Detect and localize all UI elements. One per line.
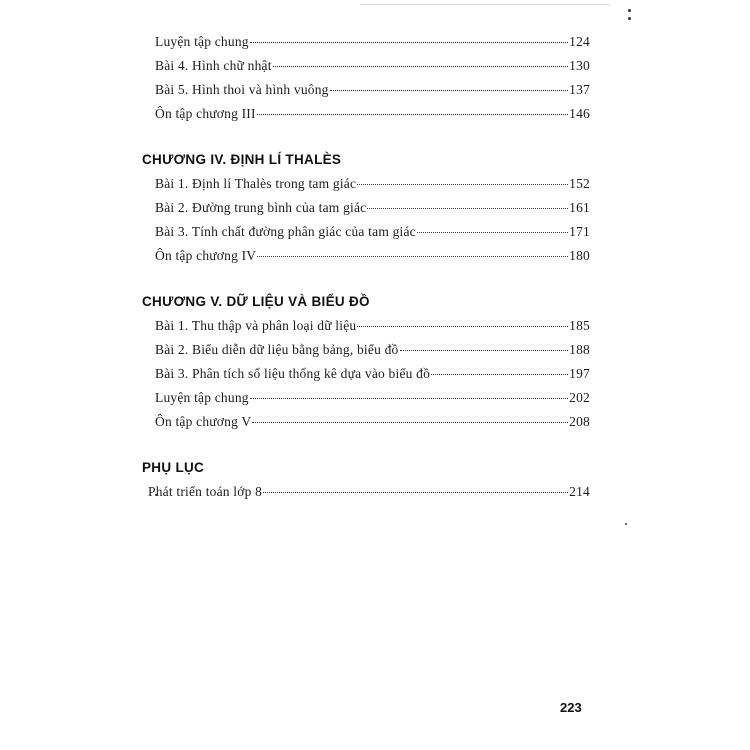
toc-entry xyxy=(155,244,590,268)
toc-entry xyxy=(155,362,590,386)
toc-entry-page: 137 xyxy=(569,82,590,97)
toc-entry xyxy=(155,410,590,434)
dot-leader xyxy=(257,256,568,257)
page-number: 223 xyxy=(560,700,582,715)
dot-leader xyxy=(431,374,568,375)
dot-leader xyxy=(417,232,568,233)
toc-entry-title: Bài 1. Thu thập và phân loại dữ liệu xyxy=(155,318,357,333)
top-edge-line xyxy=(360,4,610,5)
dot-leader xyxy=(263,492,568,493)
toc-entry-title: Ôn tập chương III xyxy=(155,106,256,121)
dot-leader xyxy=(400,350,569,351)
dot-leader xyxy=(357,184,568,185)
toc-entry xyxy=(155,54,590,78)
dot-leader xyxy=(252,422,568,423)
toc-entry-title: Ôn tập chương IV xyxy=(155,248,257,263)
toc-entry xyxy=(155,338,590,362)
dot-leader xyxy=(250,398,568,399)
toc-entry-page: 180 xyxy=(569,248,590,263)
dot-leader xyxy=(273,66,568,67)
toc-entry-page: 146 xyxy=(569,106,590,121)
toc-entry-page: 185 xyxy=(569,318,590,333)
dot-leader xyxy=(257,114,568,115)
chapter-heading: CHƯƠNG V. DỮ LIỆU VÀ BIỂU ĐỒ xyxy=(142,294,370,309)
toc-entry xyxy=(155,386,590,410)
toc-entry-title: Bài 2. Biểu diễn dữ liệu bằng bảng, biểu đồ xyxy=(155,342,399,357)
toc-entry-page: 197 xyxy=(569,366,590,381)
toc-entry-title: Bài 2. Đường trung bình của tam giác xyxy=(155,200,367,215)
toc-entry-title: Phát triển toán lớp 8 xyxy=(148,484,263,499)
toc-entry xyxy=(155,196,590,220)
toc-entry-title: Bài 5. Hình thoi và hình vuông xyxy=(155,82,329,97)
toc-entry-page: 152 xyxy=(569,176,590,191)
toc-entry-title: Bài 1. Định lí Thalès trong tam giác xyxy=(155,176,357,191)
toc-entry-title: Luyện tập chung xyxy=(155,34,249,49)
toc-entry-page: 130 xyxy=(569,58,590,73)
dot-leader xyxy=(250,42,568,43)
appendix-heading: PHỤ LỤC xyxy=(142,460,205,475)
speck-mark xyxy=(625,523,627,525)
toc-entry-title: Ôn tập chương V xyxy=(155,414,252,429)
toc-entry-page: 124 xyxy=(569,34,590,49)
toc-entry-page: 171 xyxy=(569,224,590,239)
dot-leader xyxy=(367,208,568,209)
toc-entry-title: Luyện tập chung xyxy=(155,390,249,405)
dot-leader xyxy=(357,326,568,327)
toc-entry-page: 188 xyxy=(569,342,590,357)
toc-entry-title: Bài 3. Tính chất đường phân giác của tam giác xyxy=(155,224,416,239)
toc-entry xyxy=(155,172,590,196)
toc-entry-title: Bài 3. Phân tích số liệu thống kê dựa vào biểu đồ xyxy=(155,366,431,381)
speck-mark xyxy=(628,9,631,12)
table-of-contents xyxy=(140,30,590,504)
toc-entry-page: 214 xyxy=(569,484,590,499)
toc-entry xyxy=(155,30,590,54)
toc-entry xyxy=(148,480,590,504)
toc-entry-page: 208 xyxy=(569,414,590,429)
toc-entry-page: 161 xyxy=(569,200,590,215)
toc-entry-title: Bài 4. Hình chữ nhật xyxy=(155,58,272,73)
toc-entry xyxy=(155,220,590,244)
dot-leader xyxy=(330,90,569,91)
chapter-heading: CHƯƠNG IV. ĐỊNH LÍ THALÈS xyxy=(142,152,342,167)
toc-entry xyxy=(155,102,590,126)
speck-mark xyxy=(628,17,631,20)
toc-entry-page: 202 xyxy=(569,390,590,405)
toc-entry xyxy=(155,314,590,338)
toc-entry xyxy=(155,78,590,102)
